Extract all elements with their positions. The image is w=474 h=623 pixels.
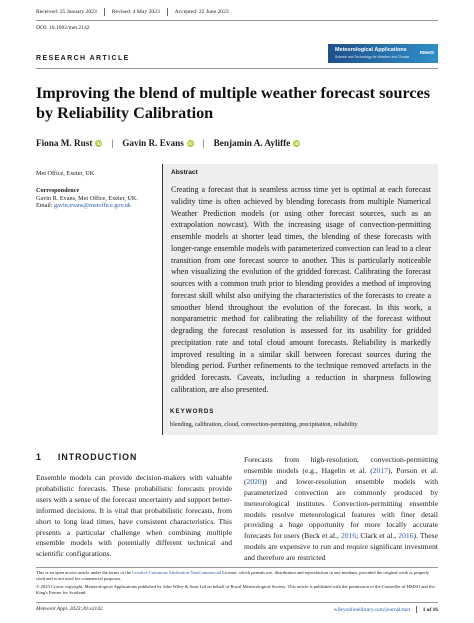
text-run: ), Porson et al. ( xyxy=(244,465,438,486)
author-separator: | xyxy=(202,138,205,148)
journal-url[interactable]: wileyonlinelibrary.com/journal/met xyxy=(333,606,411,613)
correspondence-heading: Correspondence xyxy=(36,187,80,194)
footer-divider xyxy=(416,606,417,613)
abstract-box xyxy=(162,164,438,435)
journal-banner[interactable] xyxy=(328,44,438,63)
citation-link[interactable]: 2016 xyxy=(340,531,357,541)
correspondence-line: Gavin R. Evans, Met Office, Exeter, UK. xyxy=(36,194,138,202)
top-rule xyxy=(36,20,438,21)
author-separator: | xyxy=(111,138,114,148)
author-name[interactable]: Fiona M. Rust xyxy=(36,138,93,148)
section-number: 1 xyxy=(36,452,42,462)
citation-link[interactable]: 2017 xyxy=(372,465,388,475)
license-note xyxy=(36,570,438,582)
journal-subtitle: Science and Technology for Weather and Climate xyxy=(335,55,410,59)
text-run: This is an open access article under the terms of the xyxy=(36,570,133,575)
copyright-note: © 2023 Crown copyright. Meteorological Applications published by John Wiley & Sons Ltd on behalf of Royal Meteorological Society. This article is published with the permission of the Controller of HMSO and the King's Printer for Scotland. xyxy=(36,584,435,595)
journal-title: Meteorological Applications xyxy=(335,46,407,53)
email-label: Email: xyxy=(36,202,53,209)
intro-paragraph-right xyxy=(244,455,438,564)
article-history xyxy=(36,8,236,16)
citation-link[interactable]: 2016 xyxy=(398,531,414,541)
orcid-icon[interactable]: iD xyxy=(187,140,193,146)
doi[interactable]: DOI: 10.1002/met.2142 xyxy=(36,25,90,31)
article-title: Improving the blend of multiple weather forecast sources by Reliability Calibration xyxy=(36,84,431,122)
email-link[interactable]: gavin.evans@metoffice.gov.uk xyxy=(54,202,131,209)
citation-link[interactable]: 2020 xyxy=(246,476,262,486)
abstract-heading: Abstract xyxy=(171,169,198,176)
orcid-icon[interactable]: iD xyxy=(294,140,300,146)
section-heading xyxy=(36,452,137,462)
abstract-text: Creating a forecast that is seamless across time yet is optimal at each forecast validity time is often achieved by blending forecasts from multiple Numerical Weather Prediction models (or using other forecast sources, such as an extrapolation nowcast). With the increasing usage of convection-permitting ensemble models at shorter lead times, the blending of these forecasts with longer-range ensemble models with parameterized convection can lead to a clear transition from one forecast source to another. This is particularly noticeable when visualizing the evolution of the gridded forecast. Calibrating the forecast sources with a common truth prior to blending provides a method of improving forecast skill whilst also unifying the characteristics of the forecasts to create a smoother blend throughout the evolution of the forecast. In this work, a nonparametric method for calibrating the reliability of the forecast without degrading the forecast resolution is assessed for its usability for gridded precipitation rate and total cloud amount forecasts. Reliability is markedly improved resulting in a similar skill between forecast sources during the blending period. Further refinements to the technique removed artefacts in the gridded forecasts. Caveats, including a reduction in sharpness following calibration, are also presented. xyxy=(171,185,431,394)
article-type: RESEARCH ARTICLE xyxy=(36,55,130,62)
text-run: )) and lower-resolution ensemble models with parameterized convection are commonly produced by meteorological institutes. Convection-permitting ensemble models resolve meteorological features with finer detail providing a huge opportunity for more locally accurate forecasts for users (Beck et al., xyxy=(244,476,438,541)
correspondence-email-row xyxy=(36,202,156,210)
author-name[interactable]: Benjamin A. Ayliffe xyxy=(213,138,291,148)
keywords-heading: KEYWORDS xyxy=(170,408,215,415)
article-type-rule xyxy=(36,68,438,69)
page-footer-right xyxy=(334,606,438,613)
section-title: INTRODUCTION xyxy=(57,452,138,462)
text-run: ). These models are expensive to run and require significant investment and therefore are restricted xyxy=(244,531,438,563)
orcid-icon[interactable]: iD xyxy=(96,140,102,146)
received-date: Received: 25 January 2023 xyxy=(36,8,105,16)
page-number: 1 of 16 xyxy=(422,606,438,613)
affiliation: Met Office, Exeter, UK xyxy=(36,170,95,177)
accepted-date: Accepted: 22 June 2023 xyxy=(174,9,229,15)
keywords-text: blending, calibration, cloud, convection-permitting, precipitation, reliability xyxy=(170,421,358,428)
publisher-logo-icon: RMetS xyxy=(419,50,434,55)
text-run: ; Clark et al., xyxy=(356,531,399,541)
intro-paragraph-left: Ensemble models can provide decision-makers with valuable probabilistic forecasts. These probabilistic forecasts provide users with a sense of the forecast uncertainty and support better-informed decisions. It is vital that probabilistic forecasts, from short to long lead times, have consistent characteristics. This presents a particular challenge when combining multiple ensemble models with potentially different technical and scientific configurations. xyxy=(36,473,232,559)
revised-date: Revised: 4 May 2023 xyxy=(105,8,168,16)
license-link[interactable]: Creative Commons Attribution-NonCommercial xyxy=(132,570,222,575)
journal-citation: Meteorol Appl. 2023;30:e2142. xyxy=(36,606,104,612)
text-run: License, which permits use, distribution and reproduction in any medium, provided the original work is properly cited and is not used for commercial purposes. xyxy=(36,570,430,581)
footer-rule xyxy=(36,567,438,568)
text-run: Forecasts from high-resolution, convection-permitting ensemble models (e.g., Hagelin et al. ( xyxy=(244,455,438,475)
bottom-rule xyxy=(36,602,438,603)
author-list xyxy=(36,138,300,148)
author-name[interactable]: Gavin R. Evans xyxy=(122,138,184,148)
correspondence xyxy=(36,187,156,210)
